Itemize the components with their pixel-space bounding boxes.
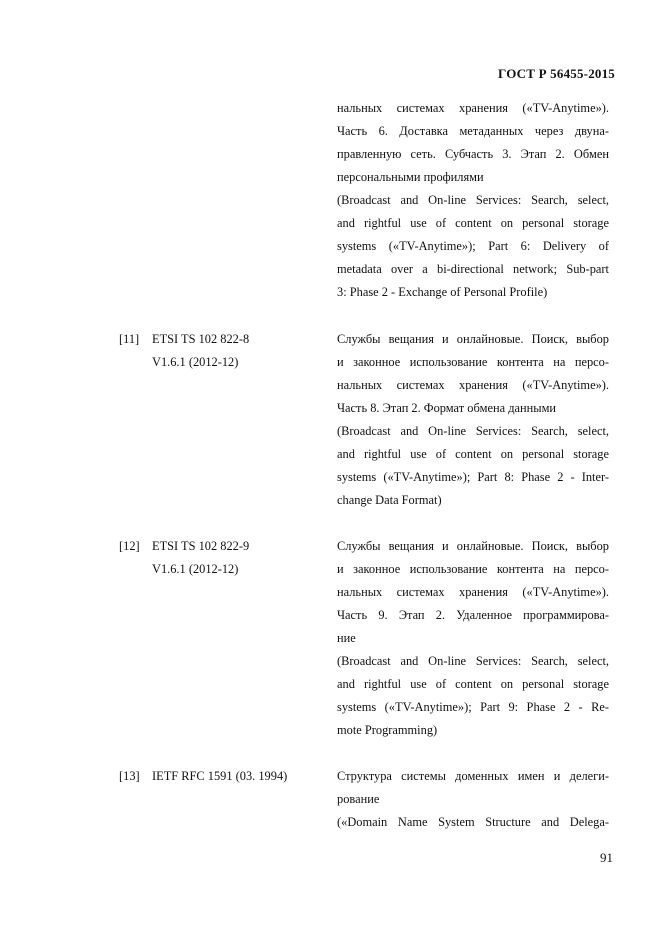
reference-number: [11] [119, 332, 140, 346]
text-line: правленную сеть. Субчасть 3. Этап 2. Обмен [337, 147, 609, 161]
text-line: рование [337, 792, 380, 806]
text-line: change Data Format) [337, 493, 442, 507]
text-line: нальных системах хранения («TV-Anytime»). [337, 378, 609, 392]
text-line: ние [337, 631, 356, 645]
reference-code-line: V1.6.1 (2012-12) [152, 562, 239, 576]
text-line: mote Programming) [337, 723, 438, 737]
text-line: (Broadcast and On-line Services: Search, select, [337, 424, 609, 438]
text-line: and rightful use of content on personal storage [337, 447, 609, 461]
text-line: нальных системах хранения («TV-Anytime»). [337, 585, 609, 599]
text-line: Часть 6. Доставка метаданных через двуна- [337, 124, 609, 138]
text-line: systems («TV-Anytime»); Part 8: Phase 2 - Inter- [337, 470, 609, 484]
reference-code [152, 535, 249, 581]
text-line: systems («TV-Anytime»); Part 6: Delivery of [337, 239, 609, 253]
reference-code-line: V1.6.1 (2012-12) [152, 355, 239, 369]
text-line: Часть 9. Этап 2. Удаленное программирова- [337, 608, 609, 622]
reference-number: [13] [119, 769, 140, 783]
text-line: (Broadcast and On-line Services: Search, select, [337, 654, 609, 668]
reference-code-line: IETF RFC 1591 (03. 1994) [152, 769, 288, 783]
text-line: Структура системы доменных имен и делеги- [337, 769, 609, 783]
page-number: 91 [600, 850, 613, 865]
text-line: Часть 8. Этап 2. Формат обмена данными [337, 401, 557, 415]
reference-code [152, 328, 249, 374]
document-header: ГОСТ Р 56455-2015 [498, 66, 615, 81]
reference-code [152, 765, 287, 788]
reference-description [337, 765, 609, 834]
text-line: и законное использование контента на персо- [337, 355, 609, 369]
text-line: 3: Phase 2 - Exchange of Personal Profile) [337, 285, 548, 299]
text-line: systems («TV-Anytime»); Part 9: Phase 2 - Re- [337, 700, 609, 714]
text-line: metadata over a bi-directional network; Sub-part [337, 262, 609, 276]
reference-number: [12] [119, 539, 140, 553]
text-line: нальных системах хранения («TV-Anytime»). [337, 101, 609, 115]
text-line: («Domain Name System Structure and Delega- [337, 815, 609, 829]
text-line: Службы вещания и онлайновые. Поиск, выбор [337, 332, 609, 346]
text-line: and rightful use of content on personal storage [337, 677, 609, 691]
text-line: and rightful use of content on personal storage [337, 216, 609, 230]
text-line: Службы вещания и онлайновые. Поиск, выбор [337, 539, 609, 553]
reference-code-line: ETSI TS 102 822-8 [152, 332, 250, 346]
text-line: персональными профилями [337, 170, 484, 184]
text-line: и законное использование контента на персо- [337, 562, 609, 576]
reference-description [337, 328, 609, 512]
reference-code-line: ETSI TS 102 822-9 [152, 539, 250, 553]
continued-reference-text [337, 97, 609, 304]
reference-description [337, 535, 609, 742]
text-line: (Broadcast and On-line Services: Search, select, [337, 193, 609, 207]
